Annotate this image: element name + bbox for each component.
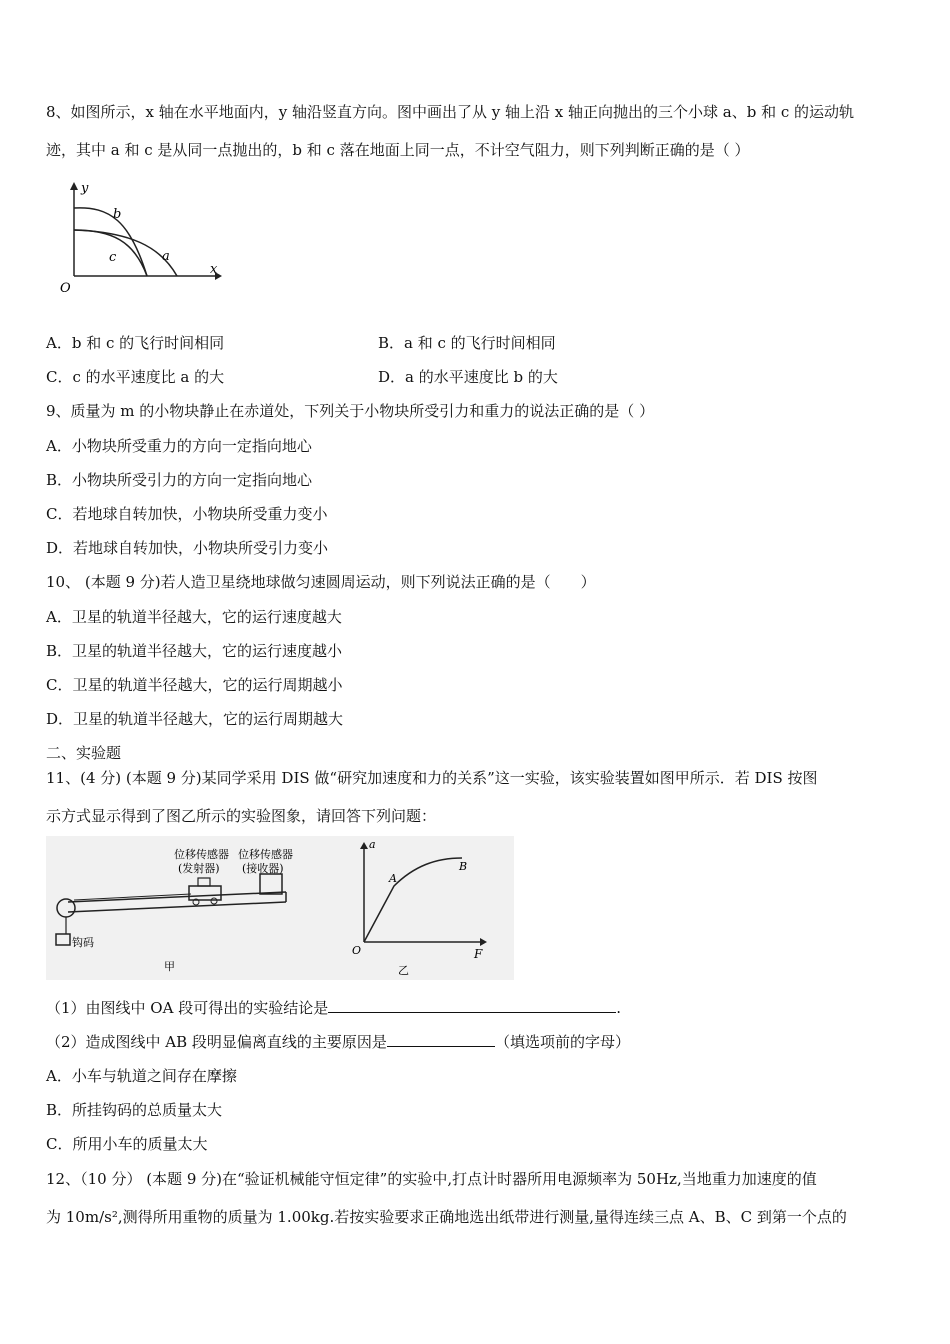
q9-option-a: A．小物块所受重力的方向一定指向地心	[46, 437, 312, 455]
q8-label-y: y	[81, 181, 89, 196]
q11-sub1-answer-blank[interactable]	[328, 998, 616, 1013]
q11-sub2	[46, 1032, 630, 1052]
q8-curve-b	[74, 208, 147, 276]
q11-sub1-suffix: .	[616, 999, 621, 1017]
q11-sensor1-label-2: (发射器)	[178, 862, 220, 875]
q8-stem-line1: 8、如图所示，x 轴在水平地面内，y 轴沿竖直方向。图中画出了从 y 轴上沿 x 轴正向抛出的三个小球 a、b 和 c 的运动轨	[46, 103, 855, 121]
q11-graph-label-f: F	[474, 947, 483, 961]
q8-option-c: C．c 的水平速度比 a 的大	[46, 368, 225, 386]
q9-option-c: C．若地球自转加快，小物块所受重力变小	[46, 505, 328, 523]
q11-weight-label: 钩码	[72, 936, 94, 949]
q8-label-b: b	[113, 207, 122, 222]
q11-apparatus-figure	[46, 836, 514, 980]
q10-option-c: C．卫星的轨道半径越大，它的运行周期越小	[46, 676, 343, 694]
q11-sub1	[46, 998, 621, 1018]
q11-option-c: C．所用小车的质量太大	[46, 1135, 208, 1153]
q11-sub2-answer-blank[interactable]	[387, 1032, 495, 1047]
q10-option-a: A．卫星的轨道半径越大，它的运行速度越大	[46, 608, 342, 626]
q11-label-yi: 乙	[398, 964, 409, 977]
q9-option-d: D．若地球自转加快，小物块所受引力变小	[46, 539, 329, 557]
q11-sensor1-label-1: 位移传感器	[174, 848, 229, 861]
q8-label-a: a	[162, 249, 170, 264]
q11-option-b: B．所挂钩码的总质量太大	[46, 1101, 223, 1119]
q11-sub2-prefix: （2）造成图线中 AB 段明显偏离直线的主要原因是	[46, 1033, 387, 1051]
q8-option-a: A．b 和 c 的飞行时间相同	[46, 334, 225, 352]
q11-sub2-suffix: （填选项前的字母）	[494, 1033, 630, 1051]
q8-stem-line2: 迹，其中 a 和 c 是从同一点抛出的，b 和 c 落在地面上同一点，不计空气阻力，则下列判断正确的是（ ）	[46, 141, 750, 159]
q10-stem: 10、 (本题 9 分)若人造卫星绕地球做匀速圆周运动，则下列说法正确的是（ ）	[46, 573, 596, 591]
q9-stem: 9、质量为 m 的小物块静止在赤道处，下列关于小物块所受引力和重力的说法正确的是（ ）	[46, 402, 655, 420]
q12-stem-line1: 12、（10 分） (本题 9 分)在“验证机械能守恒定律”的实验中,打点计时器所用电源频率为 50Hz,当地重力加速度的值	[46, 1170, 817, 1188]
q11-graph-label-a: a	[369, 838, 376, 851]
q8-y-arrow	[70, 182, 78, 190]
q8-label-x: x	[210, 262, 218, 277]
q10-option-b: B．卫星的轨道半径越大，它的运行速度越小	[46, 642, 343, 660]
q8-label-c: c	[109, 250, 117, 265]
q11-sensor2-label-1: 位移传感器	[238, 848, 293, 861]
q8-option-d: D．a 的水平速度比 b 的大	[378, 368, 558, 386]
q8-trajectory-figure	[50, 176, 230, 296]
q11-sub1-prefix: （1）由图线中 OA 段可得出的实验结论是	[46, 999, 329, 1017]
q12-stem-line2: 为 10m/s²,测得所用重物的质量为 1.00kg.若按实验要求正确地选出纸带进行测量,量得连续三点 A、B、C 到第一个点的	[46, 1208, 847, 1226]
q11-option-a: A．小车与轨道之间存在摩擦	[46, 1067, 237, 1085]
q11-graph-label-o: O	[352, 944, 362, 957]
q11-label-jia: 甲	[164, 960, 175, 973]
section-title-experiment: 二、实验题	[46, 744, 122, 762]
q8-option-b: B．a 和 c 的飞行时间相同	[378, 334, 556, 352]
q10-option-d: D．卫星的轨道半径越大，它的运行周期越大	[46, 710, 344, 728]
q8-label-o: O	[60, 281, 71, 296]
q11-graph-point-a: A	[389, 872, 397, 885]
q11-stem-line1: 11、(4 分) (本题 9 分)某同学采用 DIS 做“研究加速度和力的关系”这一实验，该实验装置如图甲所示．若 DIS 按图	[46, 769, 818, 787]
q11-graph-point-b: B	[459, 860, 468, 873]
q11-stem-line2: 示方式显示得到了图乙所示的实验图象，请回答下列问题：	[46, 807, 437, 825]
q9-option-b: B．小物块所受引力的方向一定指向地心	[46, 471, 313, 489]
q11-sensor2-label-2: (接收器)	[242, 862, 284, 875]
